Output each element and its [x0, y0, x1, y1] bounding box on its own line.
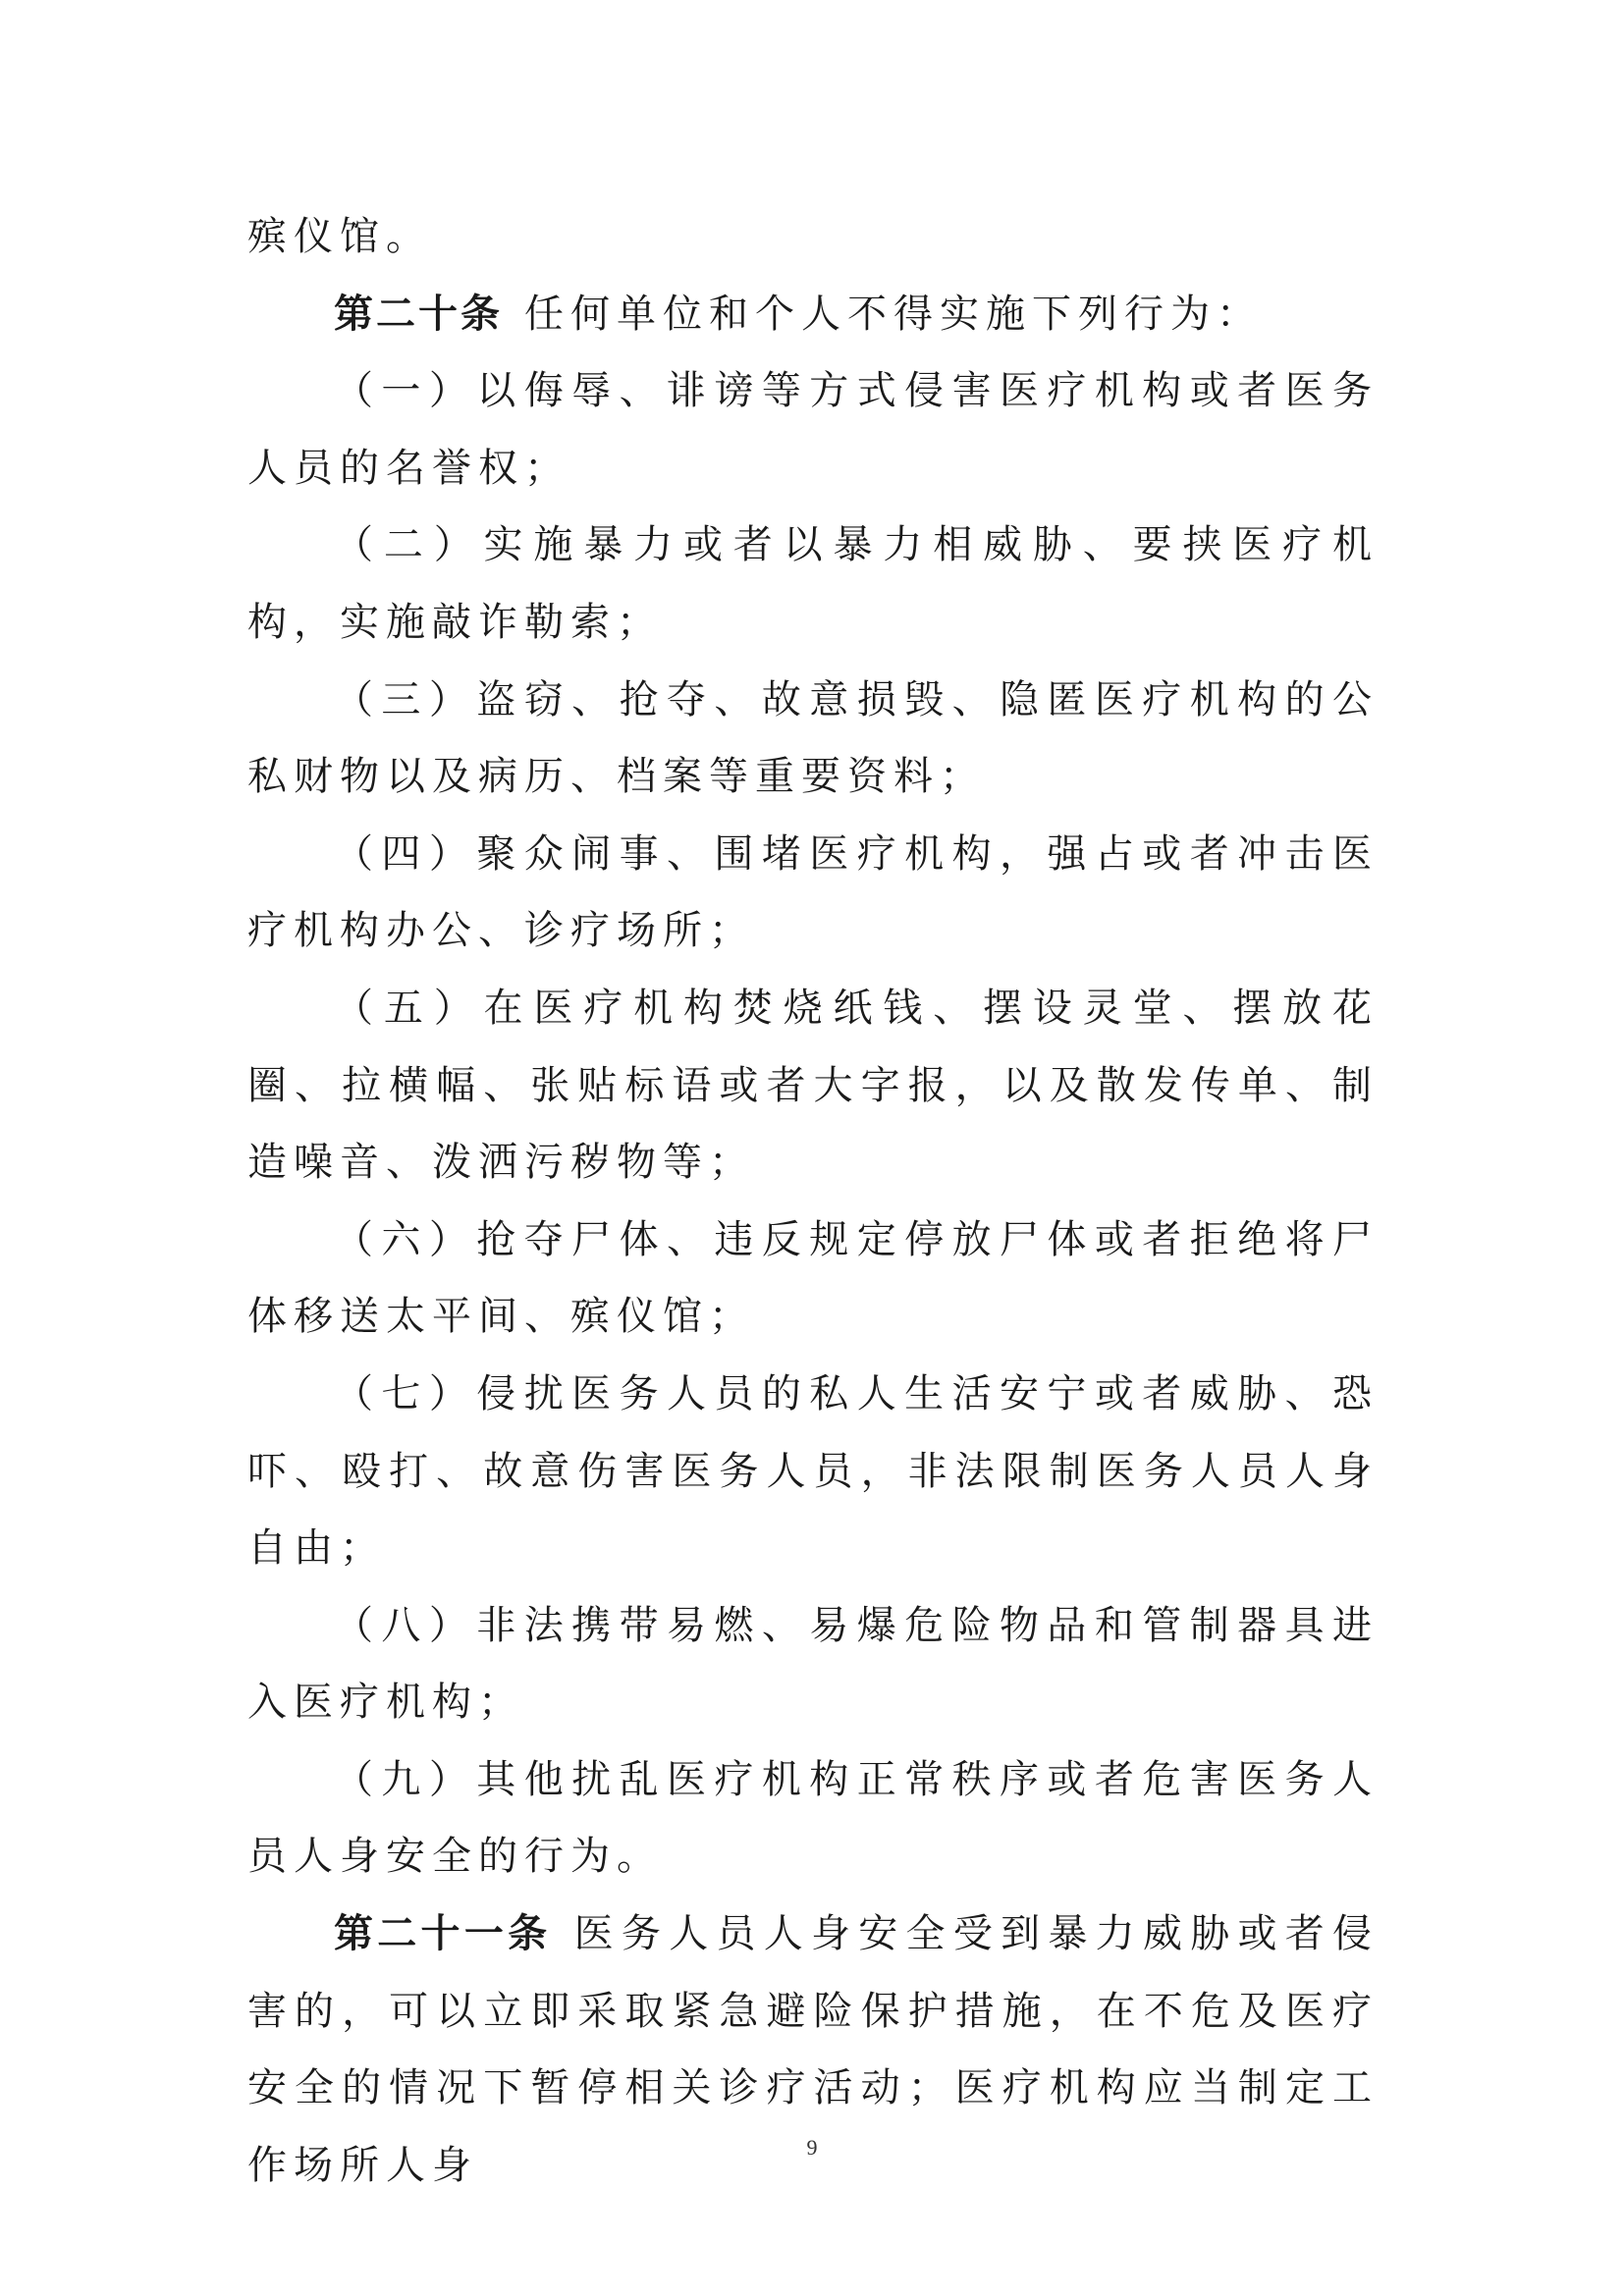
article-20-item-1: （一）以侮辱、诽谤等方式侵害医疗机构或者医务人员的名誉权；: [247, 368, 1379, 491]
body-text: [247, 198, 1379, 2204]
article-21-title: 第二十一条: [334, 1911, 552, 1957]
continuation-paragraph: 殡仪馆。: [247, 214, 432, 259]
article-20-item-8: （八）非法携带易燃、易爆危险物品和管制器具进入医疗机构；: [247, 1602, 1379, 1726]
article-20-title: 第二十条: [334, 291, 503, 337]
page-number: 9: [806, 2135, 818, 2160]
article-20-item-4: （四）聚众闹事、围堵医疗机构，强占或者冲击医疗机构办公、诊疗场所；: [247, 830, 1379, 954]
article-20-item-9: （九）其他扰乱医疗机构正常秩序或者危害医务人员人身安全的行为。: [247, 1756, 1379, 1880]
article-20-item-3: （三）盗窃、抢夺、故意损毁、隐匿医疗机构的公私财物以及病历、档案等重要资料；: [247, 676, 1379, 800]
article-20-intro: [247, 276, 1379, 353]
article-20-intro-text: 任何单位和个人不得实施下列行为：: [524, 291, 1263, 337]
article-20-item-2: （二）实施暴力或者以暴力相威胁、要挟医疗机构，实施敲诈勒索；: [247, 522, 1379, 645]
article-20-item-6: （六）抢夺尸体、违反规定停放尸体或者拒绝将尸体移送太平间、殡仪馆；: [247, 1216, 1379, 1340]
article-20-item-7: （七）侵扰医务人员的私人生活安宁或者威胁、恐吓、殴打、故意伤害医务人员，非法限制医务人员人身自由；: [247, 1370, 1379, 1572]
article-20-item-5: （五）在医疗机构焚烧纸钱、摆设灵堂、摆放花圈、拉横幅、张贴标语或者大字报，以及散发传单、制造噪音、泼洒污秽物等；: [247, 985, 1379, 1186]
article-21-text: 医务人员人身安全受到暴力威胁或者侵害的，可以立即采取紧急避险保护措施，在不危及医疗安全的情况下暂停相关诊疗活动；医疗机构应当制定工作场所人身: [247, 1911, 1380, 2188]
